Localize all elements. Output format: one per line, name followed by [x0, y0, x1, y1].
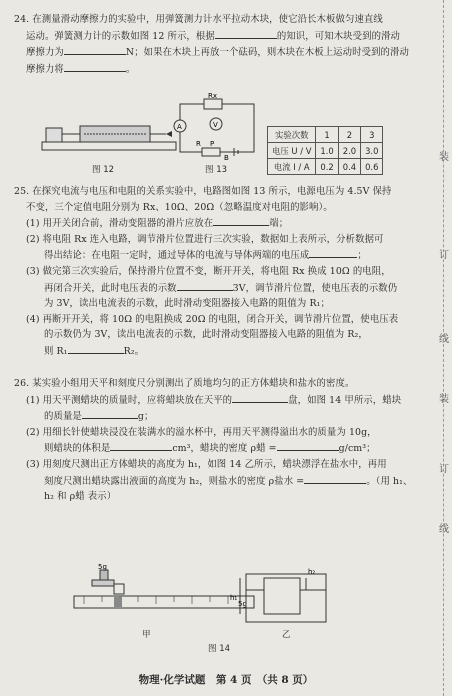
table-cell: 电流 I / A: [268, 159, 316, 175]
table-cell: 1.0: [316, 143, 338, 159]
q24-text: 的知识，可知木块受到的滑动: [276, 30, 401, 42]
q25-text: 不变，三个定值电阻分别为 Rx、10Ω、20Ω（忽略温度对电阻的影响）。: [26, 201, 333, 213]
weight-label: 5g: [98, 563, 107, 571]
table-cell: 0.2: [316, 159, 338, 175]
q24-text: 摩擦力将: [26, 63, 64, 75]
figure-13-circuit: [174, 92, 264, 162]
q25-text: 则 R₁: [44, 345, 68, 357]
q25-text: R₂。: [123, 345, 145, 357]
table-cell: 0.6: [361, 159, 383, 175]
scale-end-label: 5g: [238, 600, 247, 608]
figure-14-yi-floating-block: [232, 566, 342, 626]
answer-blank[interactable]: [110, 440, 172, 451]
q26-text: (3) 用刻度尺测出正方体蜡块的高度为 h₁，如图 14 乙所示，蜡块漂浮在盐水中，再用: [26, 458, 387, 470]
answer-blank[interactable]: [277, 440, 339, 451]
answer-blank[interactable]: [213, 215, 269, 226]
table-cell: 电压 U / V: [268, 143, 316, 159]
table-header-row: [268, 127, 383, 143]
terminal-label: B: [224, 154, 229, 162]
question-26: [14, 376, 434, 505]
table-header: 3: [361, 127, 383, 143]
q26-text: (2) 用细长针使蜡块浸没在装满水的溢水杯中，再用天平测得溢出水的质量为 10g，: [26, 426, 377, 438]
voltmeter-label: V: [213, 121, 218, 129]
q25-text: ；: [357, 250, 367, 262]
q25-text: 25. 在探究电流与电压和电阻的关系实验中，电路图如图 13 所示，电源电压为 4.5V 保持: [14, 186, 392, 197]
slider-label: P: [210, 140, 215, 148]
answer-blank[interactable]: [64, 61, 126, 72]
q26-text: 。（用 h₁、: [366, 475, 413, 487]
q25-text: 端；: [269, 218, 289, 230]
answer-blank[interactable]: [177, 280, 233, 291]
q26-text: 则蜡块的体积是: [44, 443, 111, 455]
answer-blank[interactable]: [304, 473, 366, 484]
binding-char: 订: [439, 464, 449, 475]
q24-line: 24. 在测量滑动摩擦力的实验中，用弹簧测力计水平拉动木块，使它沿长木板做匀速直线: [14, 14, 383, 25]
q24-text: N；如果在木块上再放一个砝码，则木块在木板上运动时受到的滑动: [125, 47, 409, 59]
answer-blank[interactable]: [309, 247, 357, 258]
q25-text: (1) 用开关闭合前，滑动变阻器的滑片应放在: [26, 218, 214, 230]
question-25: [14, 184, 434, 360]
q26-text: cm³，蜡块的密度 ρ蜡 =: [172, 443, 277, 455]
answer-blank[interactable]: [215, 28, 277, 39]
binding-char: 线: [439, 334, 449, 345]
q25-text: 得出结论：在电阻一定时，通过导体的电流与导体两端的电压成: [44, 250, 310, 262]
answer-blank[interactable]: [68, 343, 124, 354]
q26-text: 26. 某实验小组用天平和刻度尺分别测出了质地均匀的正方体蜡块和盐水的密度。: [14, 378, 355, 389]
table-row: [268, 143, 383, 159]
rx-label: Rx: [208, 92, 218, 100]
q25-text: 再闭合开关，此时电压表的示数: [44, 282, 177, 294]
answer-blank[interactable]: [82, 408, 138, 419]
q24-text: 摩擦力为: [26, 47, 64, 59]
rheostat-label: R: [196, 140, 201, 148]
q26-text: g/cm³；: [338, 443, 376, 455]
figure-14-jia-label: 甲: [142, 630, 151, 640]
table-header: 2: [338, 127, 360, 143]
figure-14-yi-label: 乙: [282, 630, 291, 640]
q26-text: (1) 用天平测蜡块的质量时，应将蜡块放在天平的: [26, 394, 233, 406]
figure-12-caption: 图 12: [92, 165, 115, 175]
h1-label: h₁: [230, 594, 238, 602]
q25-text: 3V，调节滑片位置，使电压表的示数仍: [232, 282, 398, 294]
binding-line: [443, 0, 444, 696]
binding-char: 线: [439, 524, 449, 535]
data-table: [267, 126, 383, 175]
q25-text: 的示数仍为 3V，读出电流表的示数，此时滑动变阻器接入电路的阻值为 R₂，: [44, 329, 368, 341]
binding-char: 装: [439, 152, 449, 163]
binding-char: 装: [439, 394, 449, 405]
question-24: 24. 在测量滑动摩擦力的实验中，用弹簧测力计水平拉动木块，使它沿长木板做匀速直线 运动。弹簧测力计的示数如图 12 所示，根据 的知识，可知木块受到的滑动 摩擦力为 N；如果在木块上再放一个砝码，则木块在木板上运动时受到的滑动 摩擦力将 。: [14, 12, 434, 77]
answer-blank[interactable]: [64, 44, 126, 55]
figure-13-caption: 图 13: [205, 165, 228, 175]
q26-text: h₂ 和 ρ蜡 表示）: [44, 491, 117, 503]
q24-text: 运动。弹簧测力计的示数如图 12 所示，根据: [26, 30, 215, 42]
table-cell: 3.0: [361, 143, 383, 159]
h2-label: h₂: [308, 568, 316, 576]
figure-12-spring-scale: [40, 112, 180, 160]
q25-text: (4) 再断开开关，将 10Ω 的电阻换成 20Ω 的电阻，闭合开关，调节滑片位置，使电压表: [26, 313, 399, 325]
table-header: 实验次数: [268, 127, 316, 143]
page-footer: 物理·化学试题 第 4 页 （共 8 页）: [138, 674, 314, 686]
table-cell: 2.0: [338, 143, 360, 159]
q26-text: 刻度尺测出蜡块露出液面的高度为 h₂，则盐水的密度 ρ盐水 =: [44, 475, 305, 487]
answer-blank[interactable]: [232, 392, 288, 403]
ammeter-label: A: [177, 123, 182, 131]
table-header: 1: [316, 127, 338, 143]
q26-text: g；: [137, 411, 154, 423]
q26-text: 的质量是: [44, 411, 82, 423]
q26-text: 盘，如图 14 甲所示，蜡块: [288, 394, 402, 406]
table-cell: 0.4: [338, 159, 360, 175]
binding-char: 订: [439, 250, 449, 261]
table-row: [268, 159, 383, 175]
q25-text: (2) 将电阻 Rx 连入电路，调节滑片位置进行三次实验，数据如上表所示，分析数据可: [26, 233, 384, 245]
q25-text: (3) 做完第三次实验后，保持滑片位置不变，断开开关，将电阻 Rx 换成 10Ω 的电阻，: [26, 265, 391, 277]
figure-14-caption: 图 14: [208, 644, 231, 654]
q25-text: 为 3V，读出电流表的示数，此时滑动变阻器接入电路的阻值为 R₁；: [44, 298, 330, 310]
